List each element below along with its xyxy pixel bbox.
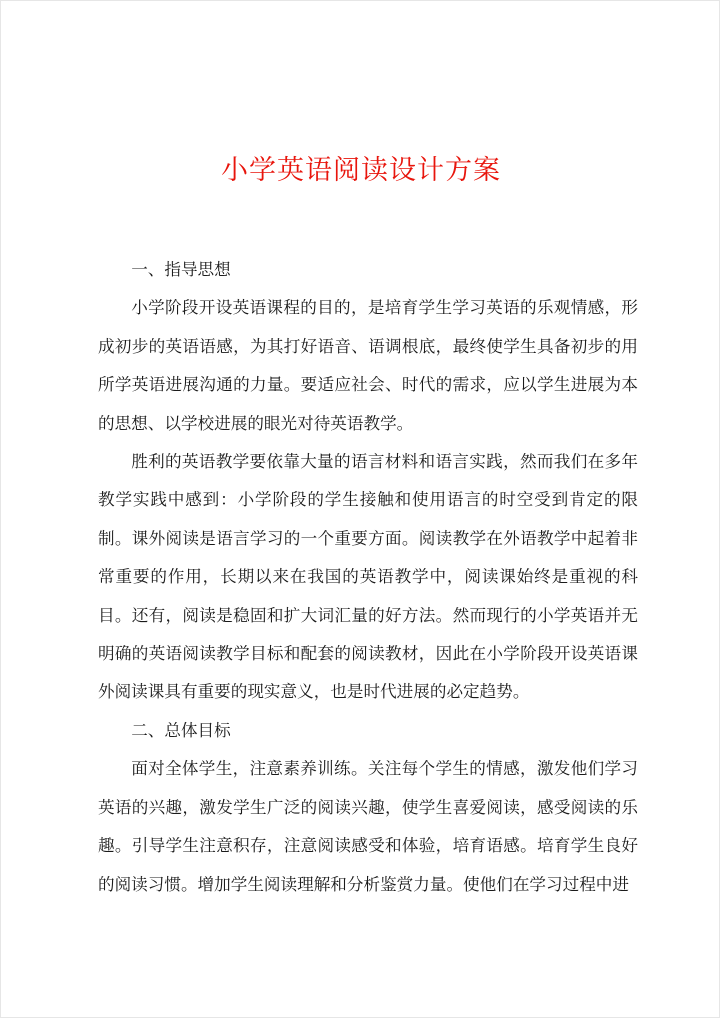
document-body — [98, 251, 638, 904]
section-heading: 一、指导思想 — [131, 260, 231, 279]
paragraph: 胜利的英语教学要依靠大量的语言材料和语言实践，然而我们在多年教学实践中感到：小学阶段的学生接触和使用语言的时空受到肯定的限制。课外阅读是语言学习的一个重要方面。阅读教学在外语教学中起着非常重要的作用，长期以来在我国的英语教学中，阅读课始终是重视的科目。还有，阅读是稳固和扩大词汇量的好方法。然而现行的小学英语并无明确的英语阅读教学目标和配套的阅读教材，因此在小学阶段开设英语课外阅读课具有重要的现实意义，也是时代进展的必定趋势。 — [98, 452, 638, 702]
document-title: 小学英语阅读设计方案 — [221, 155, 501, 186]
paragraph: 小学阶段开设英语课程的目的，是培育学生学习英语的乐观情感，形成初步的英语语感，为其打好语音、语调根底，最终使学生具备初步的用所学英语进展沟通的力量。要适应社会、时代的需求，应以学生进展为本的思想、以学校进展的眼光对待英语教学。 — [98, 298, 638, 433]
section-heading: 二、总体目标 — [131, 720, 231, 740]
paragraph: 面对全体学生，注意素养训练。关注每个学生的情感，激发他们学习英语的兴趣，激发学生广泛的阅读兴趣，使学生喜爱阅读，感受阅读的乐趣。引导学生注意积存，注意阅读感受和体验，培育语感。培育学生良好的阅读习惯。增加学生阅读理解和分析鉴赏力量。使他们在学习过程中进 — [98, 759, 638, 894]
